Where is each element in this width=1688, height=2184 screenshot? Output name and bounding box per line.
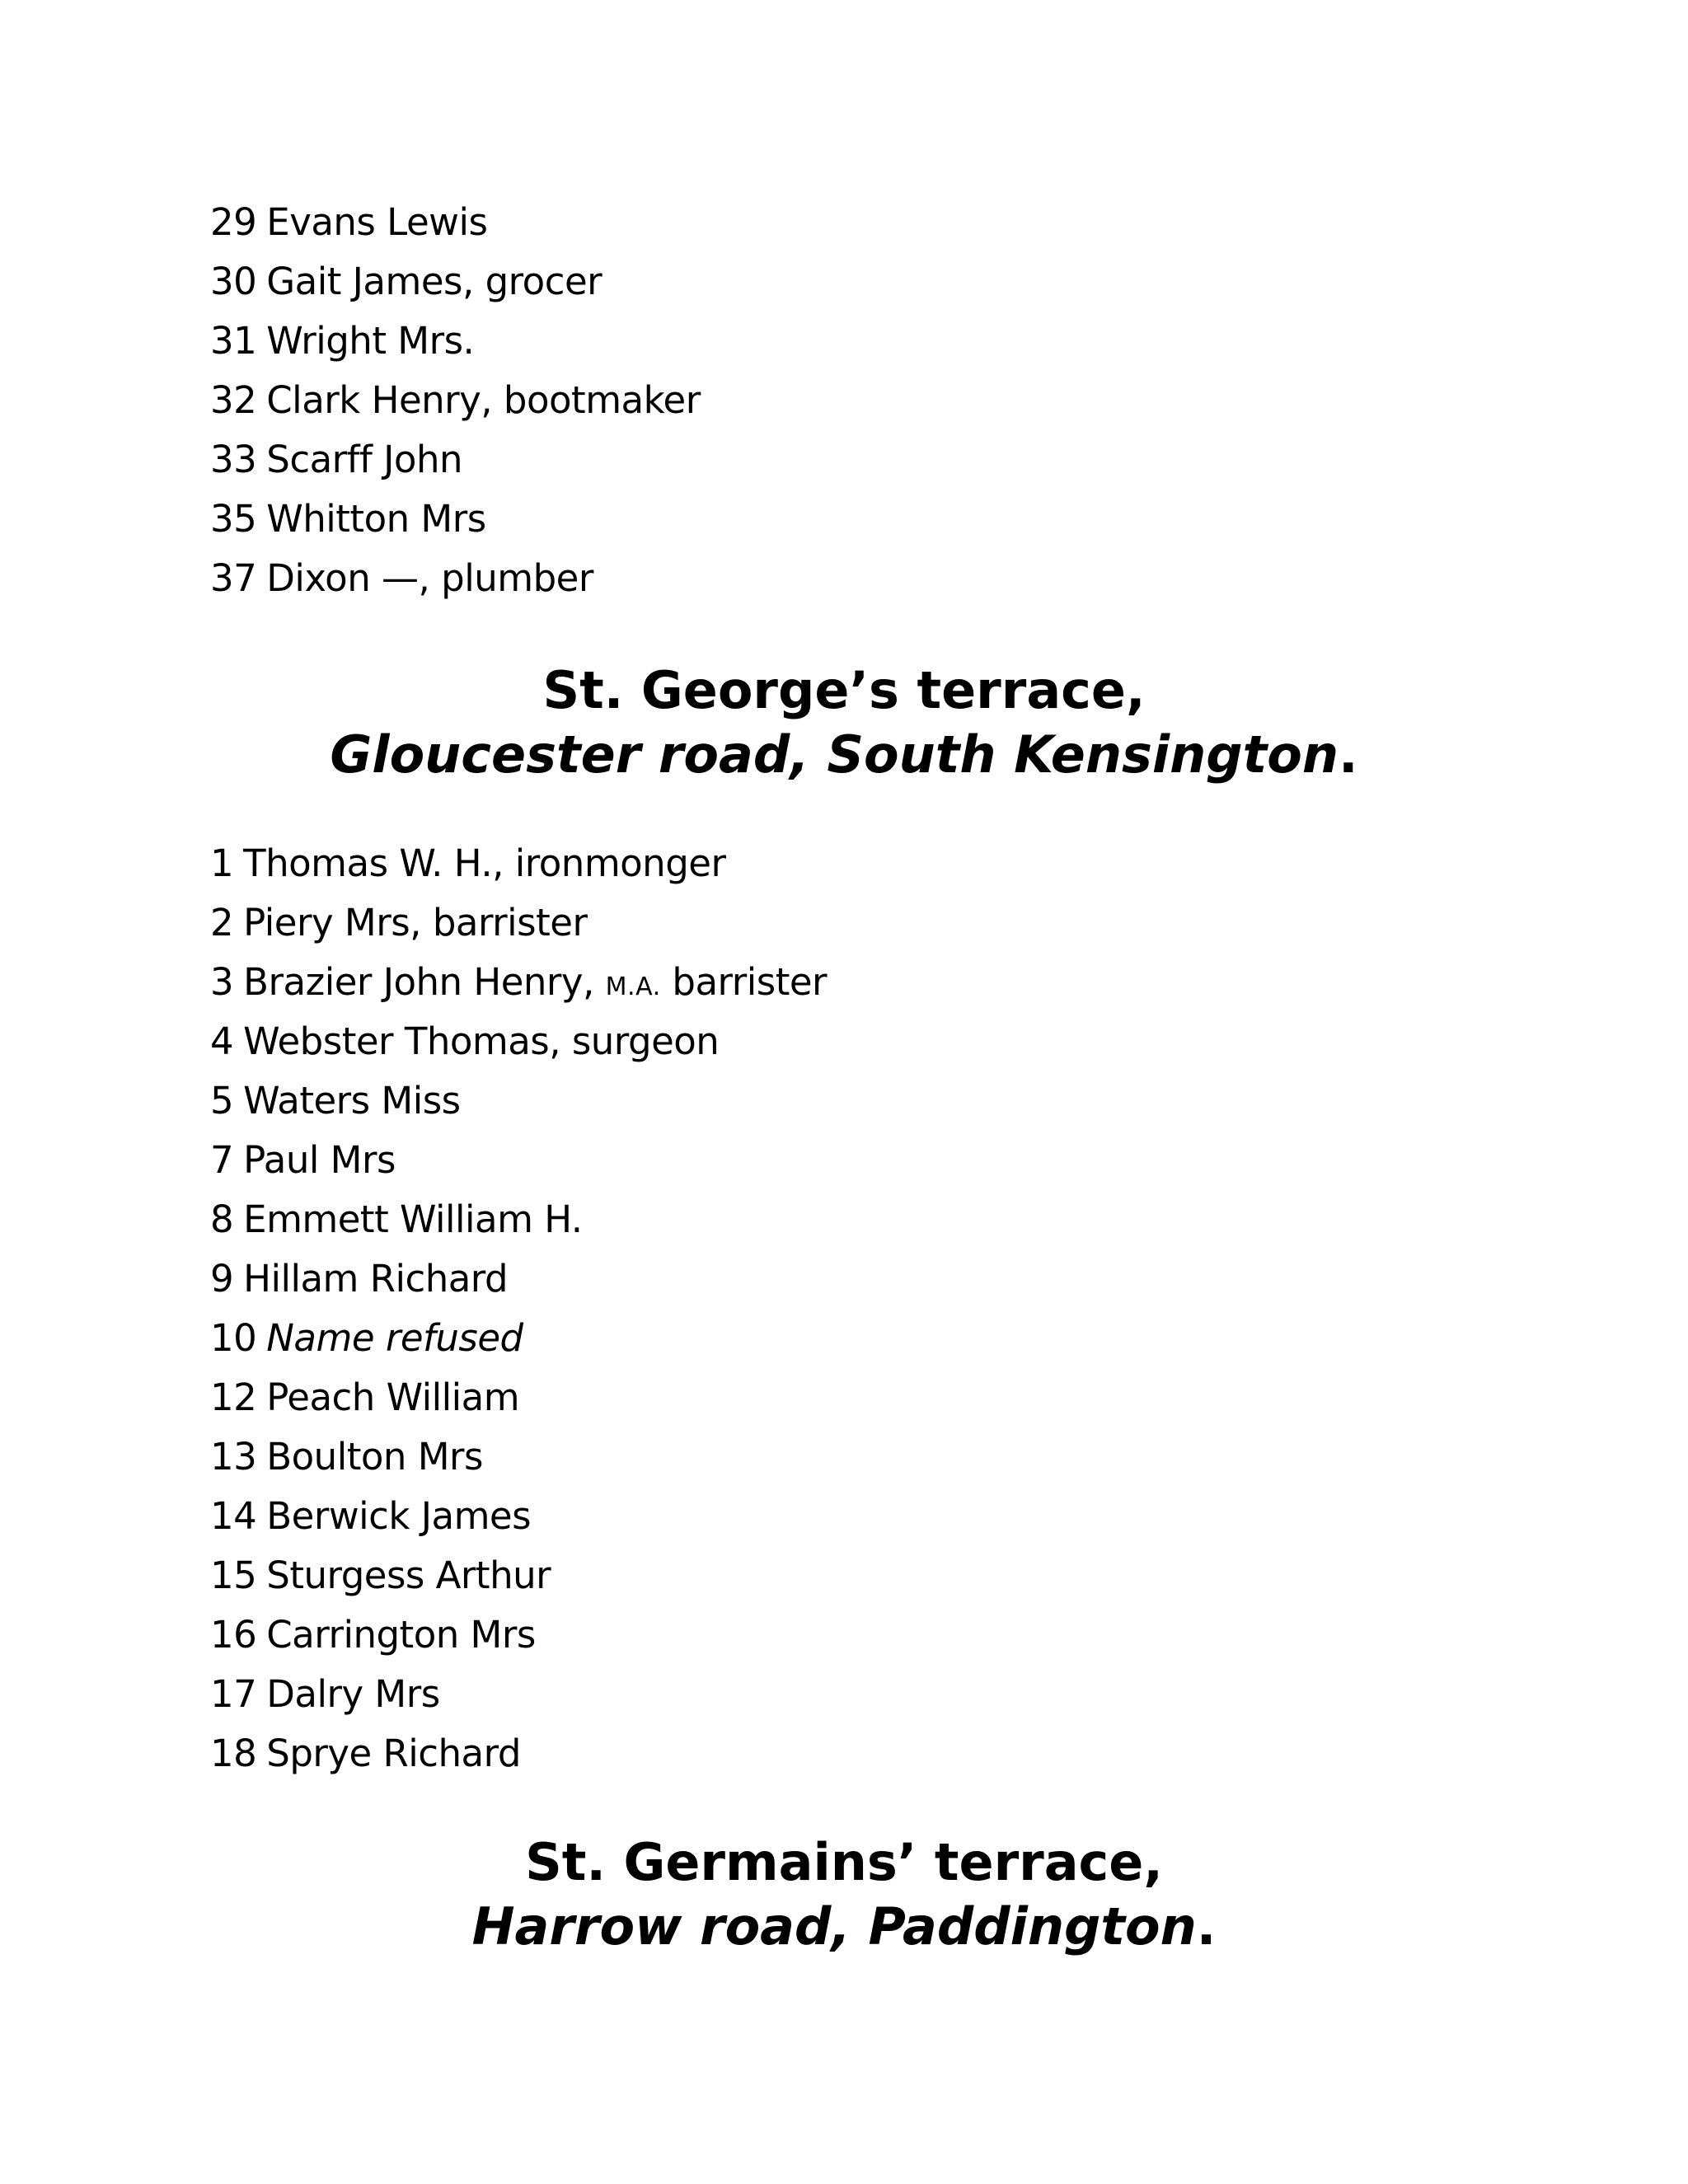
list-item xyxy=(210,834,827,893)
resident-trade: bootmaker xyxy=(503,378,701,422)
list-item xyxy=(210,953,827,1012)
street-location xyxy=(0,723,1688,787)
house-number: 30 xyxy=(210,260,257,303)
list-item xyxy=(210,371,701,430)
house-number: 5 xyxy=(210,1079,234,1122)
house-number: 10 xyxy=(210,1316,257,1360)
list-item xyxy=(210,549,701,608)
list-item xyxy=(210,1605,827,1665)
house-number: 15 xyxy=(210,1554,257,1597)
resident-trade: barrister xyxy=(432,901,588,944)
house-number: 17 xyxy=(210,1672,257,1716)
resident-name: Clark Henry, xyxy=(266,378,493,422)
list-item xyxy=(210,252,701,312)
resident-name: Emmett William H. xyxy=(243,1197,583,1241)
resident-trade: surgeon xyxy=(571,1019,720,1063)
list-item xyxy=(210,1309,827,1368)
house-number: 9 xyxy=(210,1257,234,1301)
resident-name: Whitton Mrs xyxy=(266,497,486,541)
house-number: 1 xyxy=(210,841,234,885)
street-heading-st-georges-terrace xyxy=(0,658,1688,787)
resident-name: Waters Miss xyxy=(243,1079,461,1122)
resident-name: Dixon —, xyxy=(266,556,430,600)
resident-name: Scarff John xyxy=(266,438,462,481)
resident-trade: grocer xyxy=(485,260,603,303)
resident-name: Brazier John Henry, xyxy=(243,960,594,1004)
street-location-text: Gloucester road, South Kensington xyxy=(330,724,1339,785)
list-item xyxy=(210,893,827,953)
list-item xyxy=(210,1071,827,1131)
resident-name: Hillam Richard xyxy=(243,1257,509,1301)
resident-name: Dalry Mrs xyxy=(266,1672,440,1716)
resident-name: Berwick James xyxy=(266,1494,532,1538)
house-number: 8 xyxy=(210,1197,234,1241)
street-heading-st-germains-terrace xyxy=(0,1830,1688,1959)
resident-name: Wright Mrs. xyxy=(266,319,475,363)
resident-trade: barrister xyxy=(672,960,828,1004)
resident-trade: ironmonger xyxy=(514,841,726,885)
list-item xyxy=(210,430,701,490)
resident-degree: M.A. xyxy=(605,972,661,1001)
list-item xyxy=(210,1665,827,1724)
resident-name: Carrington Mrs xyxy=(266,1613,536,1657)
resident-name: Boulton Mrs xyxy=(266,1435,483,1479)
resident-name: Sturgess Arthur xyxy=(266,1554,551,1597)
street-location-text: Harrow road, Paddington xyxy=(471,1896,1197,1957)
house-number: 4 xyxy=(210,1019,234,1063)
street-location-period: . xyxy=(1196,1896,1217,1957)
street-location xyxy=(0,1895,1688,1959)
house-number: 12 xyxy=(210,1376,257,1419)
list-item xyxy=(210,1131,827,1190)
resident-name: Thomas W. H., xyxy=(243,841,504,885)
resident-trade: plumber xyxy=(441,556,593,600)
house-number: 32 xyxy=(210,378,257,422)
street-name: St. George’s terrace, xyxy=(542,660,1146,720)
house-number: 29 xyxy=(210,200,257,244)
house-number: 3 xyxy=(210,960,234,1004)
list-item xyxy=(210,1368,827,1427)
list-item xyxy=(210,1190,827,1249)
house-number: 37 xyxy=(210,556,257,600)
house-number: 7 xyxy=(210,1138,234,1182)
house-number: 35 xyxy=(210,497,257,541)
resident-name: Sprye Richard xyxy=(266,1732,521,1775)
house-number: 33 xyxy=(210,438,257,481)
list-item xyxy=(210,1546,827,1605)
resident-name: Name refused xyxy=(266,1316,523,1360)
house-number: 14 xyxy=(210,1494,257,1538)
list-item xyxy=(210,1249,827,1309)
entry-list-st-georges-terrace xyxy=(210,834,827,1783)
list-item xyxy=(210,312,701,371)
house-number: 13 xyxy=(210,1435,257,1479)
house-number: 16 xyxy=(210,1613,257,1657)
resident-name: Webster Thomas, xyxy=(243,1019,561,1063)
list-item xyxy=(210,490,701,549)
resident-name: Piery Mrs, xyxy=(243,901,421,944)
resident-name: Paul Mrs xyxy=(243,1138,396,1182)
resident-name: Peach William xyxy=(266,1376,520,1419)
resident-name: Evans Lewis xyxy=(266,200,488,244)
house-number: 2 xyxy=(210,901,234,944)
resident-name: Gait James, xyxy=(266,260,474,303)
entry-list-previous-street xyxy=(210,193,701,608)
list-item xyxy=(210,193,701,252)
list-item xyxy=(210,1427,827,1487)
list-item xyxy=(210,1012,827,1071)
street-name: St. Germains’ terrace, xyxy=(525,1832,1163,1892)
house-number: 31 xyxy=(210,319,257,363)
list-item xyxy=(210,1724,827,1783)
street-location-period: . xyxy=(1339,724,1358,785)
list-item xyxy=(210,1487,827,1546)
house-number: 18 xyxy=(210,1732,257,1775)
